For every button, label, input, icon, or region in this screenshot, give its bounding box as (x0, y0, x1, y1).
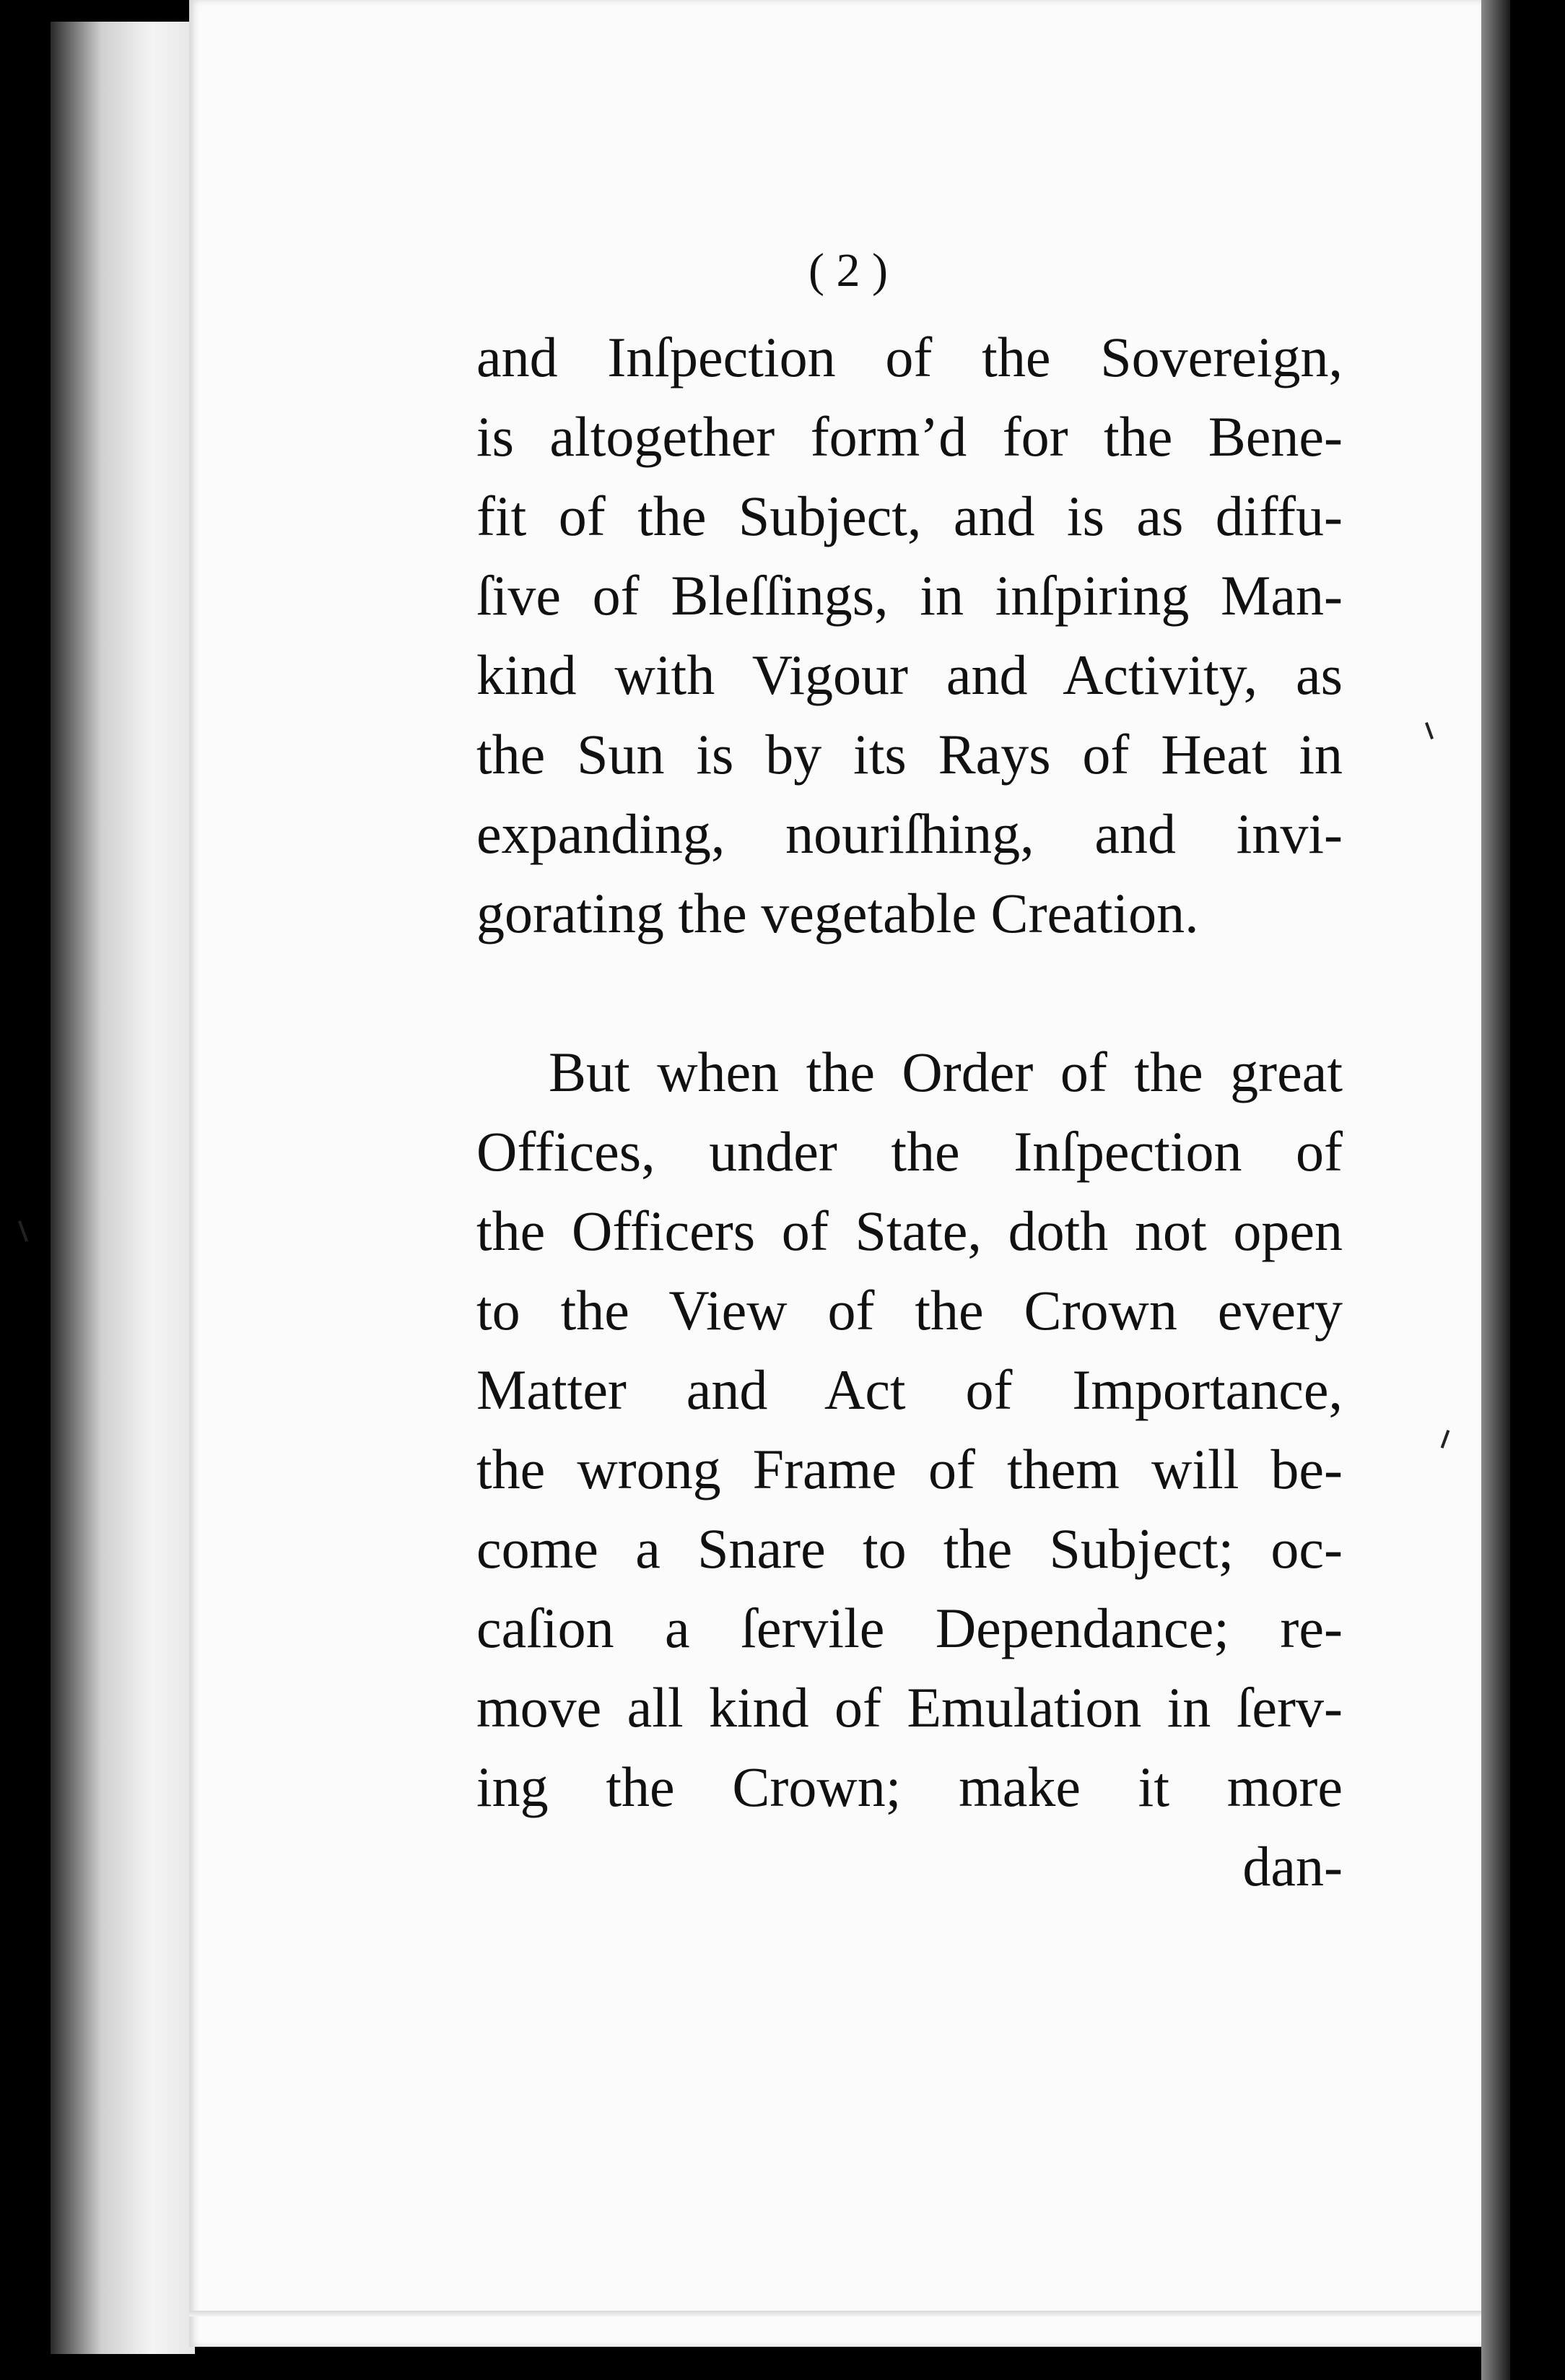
page-bottom-edge (189, 2311, 1481, 2316)
text-line: the wrong Frame of them will be- (476, 1438, 1343, 1500)
text-line: But when the Order of the great (549, 1041, 1343, 1103)
page-right-shadow (1481, 0, 1510, 2380)
text-line: ſive of Bleſſings, in inſpiring Man- (476, 564, 1343, 627)
catchword: dan- (1242, 1835, 1343, 1898)
text-line: Offices, under the Inſpection of (476, 1120, 1343, 1183)
page-number: ( 2 ) (808, 244, 888, 297)
text-line: fit of the Subject, and is as diffu- (476, 485, 1343, 547)
paragraph-2 (476, 1033, 1343, 1827)
text-line: ing the Crown; make it more (476, 1755, 1343, 1818)
paragraph-1 (476, 318, 1343, 953)
text-line: gorating the vegetable Creation. (476, 882, 1199, 944)
text-line: the Officers of State, doth not open (476, 1199, 1343, 1262)
text-line: expanding, nouriſhing, and invi- (476, 802, 1343, 865)
book-gutter-edge (51, 22, 195, 2354)
body-text (476, 318, 1343, 1906)
text-line: and Inſpection of the Sovereign, (476, 326, 1343, 388)
text-line: Matter and Act of Importance, (476, 1358, 1343, 1421)
text-line: is altogether form’d for the Bene- (476, 405, 1343, 468)
text-line: to the View of the Crown every (476, 1279, 1343, 1342)
text-line: the Sun is by its Rays of Heat in (476, 723, 1343, 786)
text-line: come a Snare to the Subject; oc- (476, 1517, 1343, 1580)
text-line: move all kind of Emulation in ſerv- (476, 1676, 1343, 1739)
paragraph-gap (476, 953, 1343, 1033)
text-line: caſion a ſervile Dependance; re- (476, 1597, 1343, 1659)
text-line: kind with Vigour and Activity, as (476, 643, 1343, 706)
